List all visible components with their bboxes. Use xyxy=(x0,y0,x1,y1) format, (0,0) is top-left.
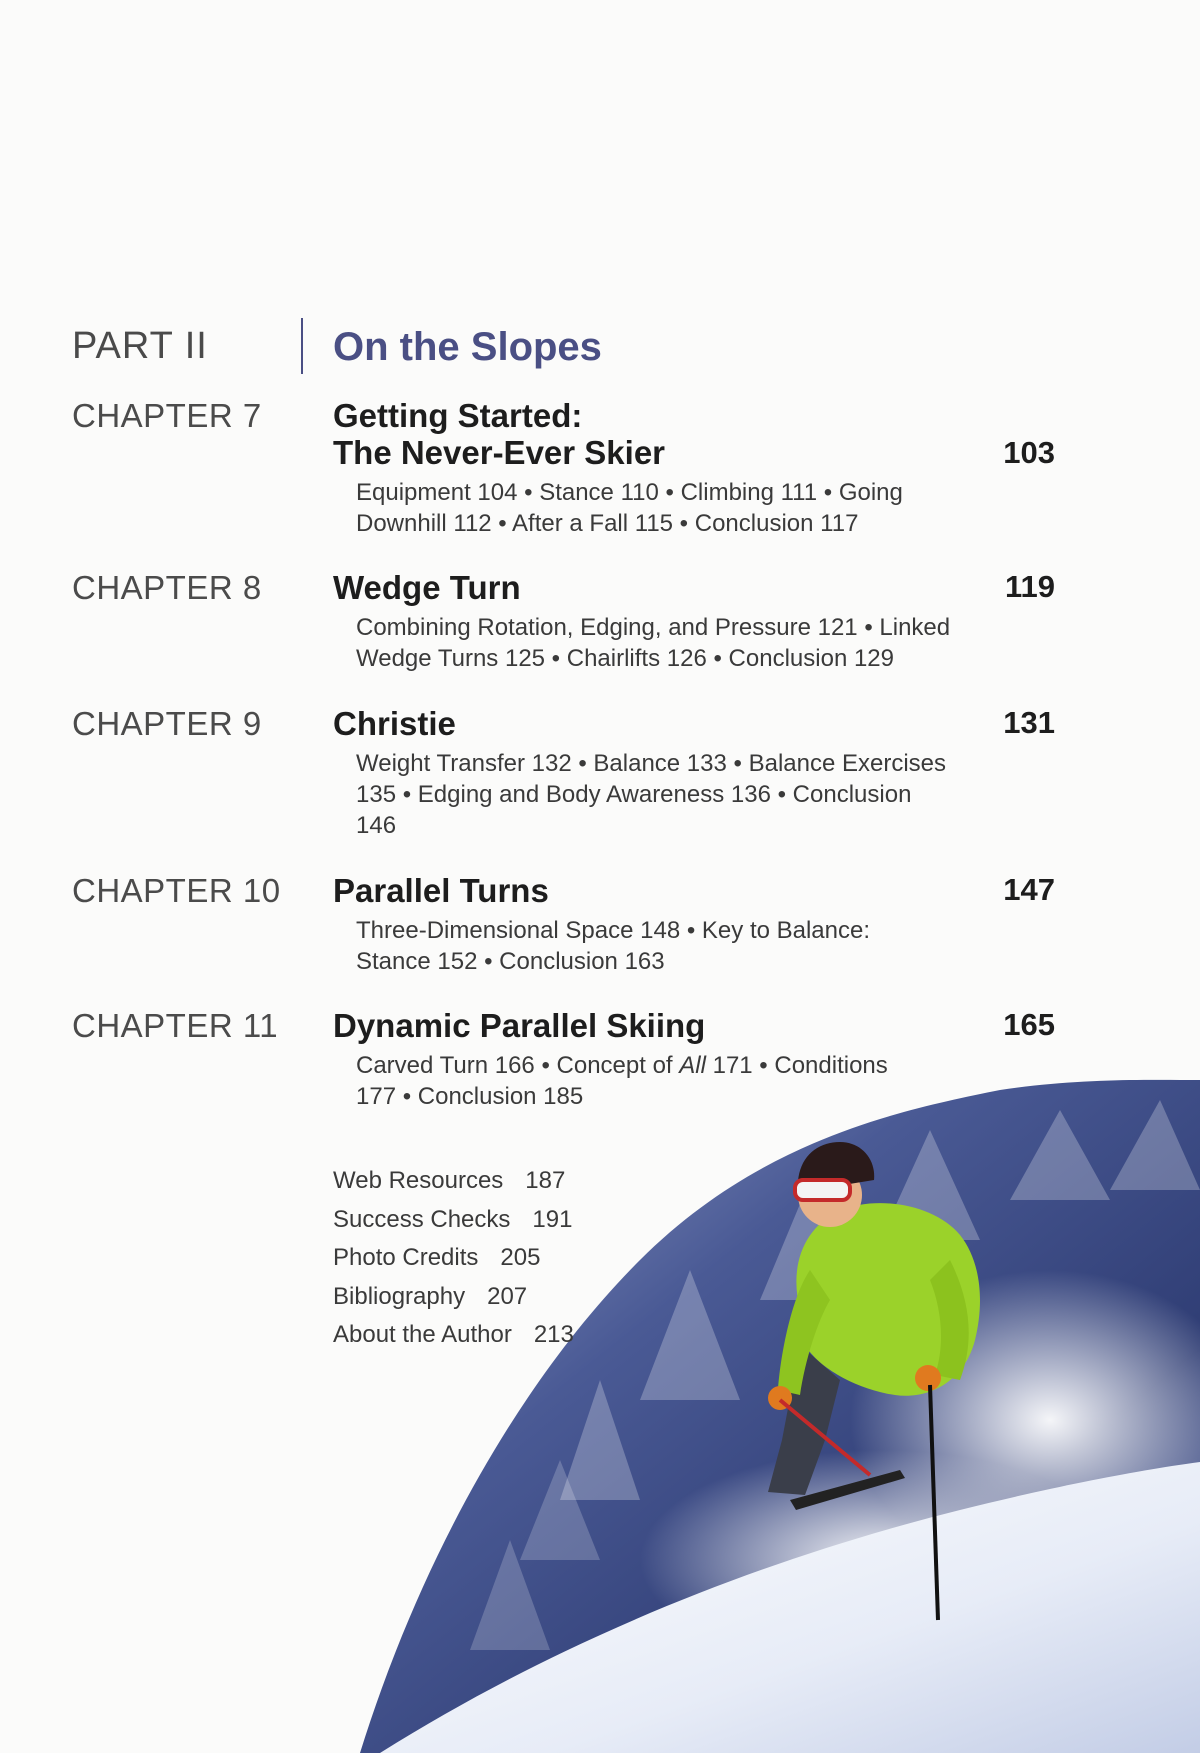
chapter-label: CHAPTER 8 xyxy=(72,569,262,606)
chapter-topics-line: 177 • Conclusion 185 xyxy=(356,1083,584,1110)
chapter-topics-line xyxy=(356,1050,976,1081)
chapter-title[interactable] xyxy=(333,397,953,471)
chapter-page-number: 165 xyxy=(1003,1007,1055,1042)
back-matter-item[interactable] xyxy=(333,1162,783,1201)
chapter-topics xyxy=(356,477,976,539)
chapter-topics-line: 135 • Edging and Body Awareness 136 • Conclusion xyxy=(356,781,912,808)
chapter-page-number: 103 xyxy=(1003,435,1055,470)
chapter-label: CHAPTER 10 xyxy=(72,872,281,909)
chapter-page-number: 147 xyxy=(1003,872,1055,907)
part-label: PART II xyxy=(72,325,208,367)
chapter-label: CHAPTER 9 xyxy=(72,705,262,742)
chapter-topics xyxy=(356,915,976,977)
item-page: 205 xyxy=(500,1244,541,1271)
item-title: Success Checks xyxy=(333,1205,511,1233)
part-divider xyxy=(301,318,303,374)
chapter-page-number: 119 xyxy=(1004,569,1055,604)
chapter-title[interactable]: Wedge Turn xyxy=(333,569,521,606)
chapter-topics-line: Weight Transfer 132 • Balance 133 • Balance Exercises xyxy=(356,750,947,777)
chapter-topics-line: Three-Dimensional Space 148 • Key to Balance: xyxy=(356,917,871,944)
chapter-topics-line: Stance 152 • Conclusion 163 xyxy=(356,948,665,975)
chapter-title-line: Getting Started: xyxy=(333,397,583,434)
chapter-title[interactable]: Christie xyxy=(333,705,456,742)
chapter-topics-line: Wedge Turns 125 • Chairlifts 126 • Conclusion 129 xyxy=(356,645,894,672)
item-page: 191 xyxy=(532,1205,573,1233)
chapter-page-number: 131 xyxy=(1003,705,1055,740)
chapter-title-line: The Never-Ever Skier xyxy=(333,434,666,471)
item-title: Photo Credits xyxy=(333,1244,479,1271)
chapter-topics-line: Combining Rotation, Edging, and Pressure 121 • Linked xyxy=(356,614,951,641)
chapter-title[interactable]: Parallel Turns xyxy=(333,872,549,909)
chapter-topics-line: 146 xyxy=(356,812,397,839)
back-matter-item[interactable] xyxy=(333,1316,783,1355)
back-matter-item[interactable] xyxy=(333,1278,783,1317)
topics-text: 171 • Conditions xyxy=(705,1052,888,1079)
chapter-topics xyxy=(356,612,976,674)
chapter-label: CHAPTER 11 xyxy=(72,1007,279,1044)
item-title: About the Author xyxy=(333,1321,512,1348)
item-page: 207 xyxy=(487,1282,528,1310)
back-matter-item[interactable] xyxy=(333,1201,783,1240)
item-page: 187 xyxy=(525,1167,566,1194)
back-matter-item[interactable] xyxy=(333,1239,783,1278)
topics-text: Carved Turn 166 • Concept of xyxy=(356,1052,680,1079)
topics-emphasis: All xyxy=(679,1052,706,1079)
chapter-topics-line: Equipment 104 • Stance 110 • Climbing 111 • Going xyxy=(356,479,903,506)
chapter-title[interactable]: Dynamic Parallel Skiing xyxy=(333,1007,706,1044)
item-page: 213 xyxy=(533,1321,574,1348)
chapter-label: CHAPTER 7 xyxy=(72,397,262,434)
chapter-topics-line: Downhill 112 • After a Fall 115 • Conclusion 117 xyxy=(356,510,859,537)
chapter-topics xyxy=(356,1050,976,1112)
part-title: On the Slopes xyxy=(333,325,602,369)
chapter-topics xyxy=(356,748,976,841)
item-title: Web Resources xyxy=(333,1167,504,1194)
back-matter-list xyxy=(333,1162,783,1355)
item-title: Bibliography xyxy=(333,1282,466,1310)
